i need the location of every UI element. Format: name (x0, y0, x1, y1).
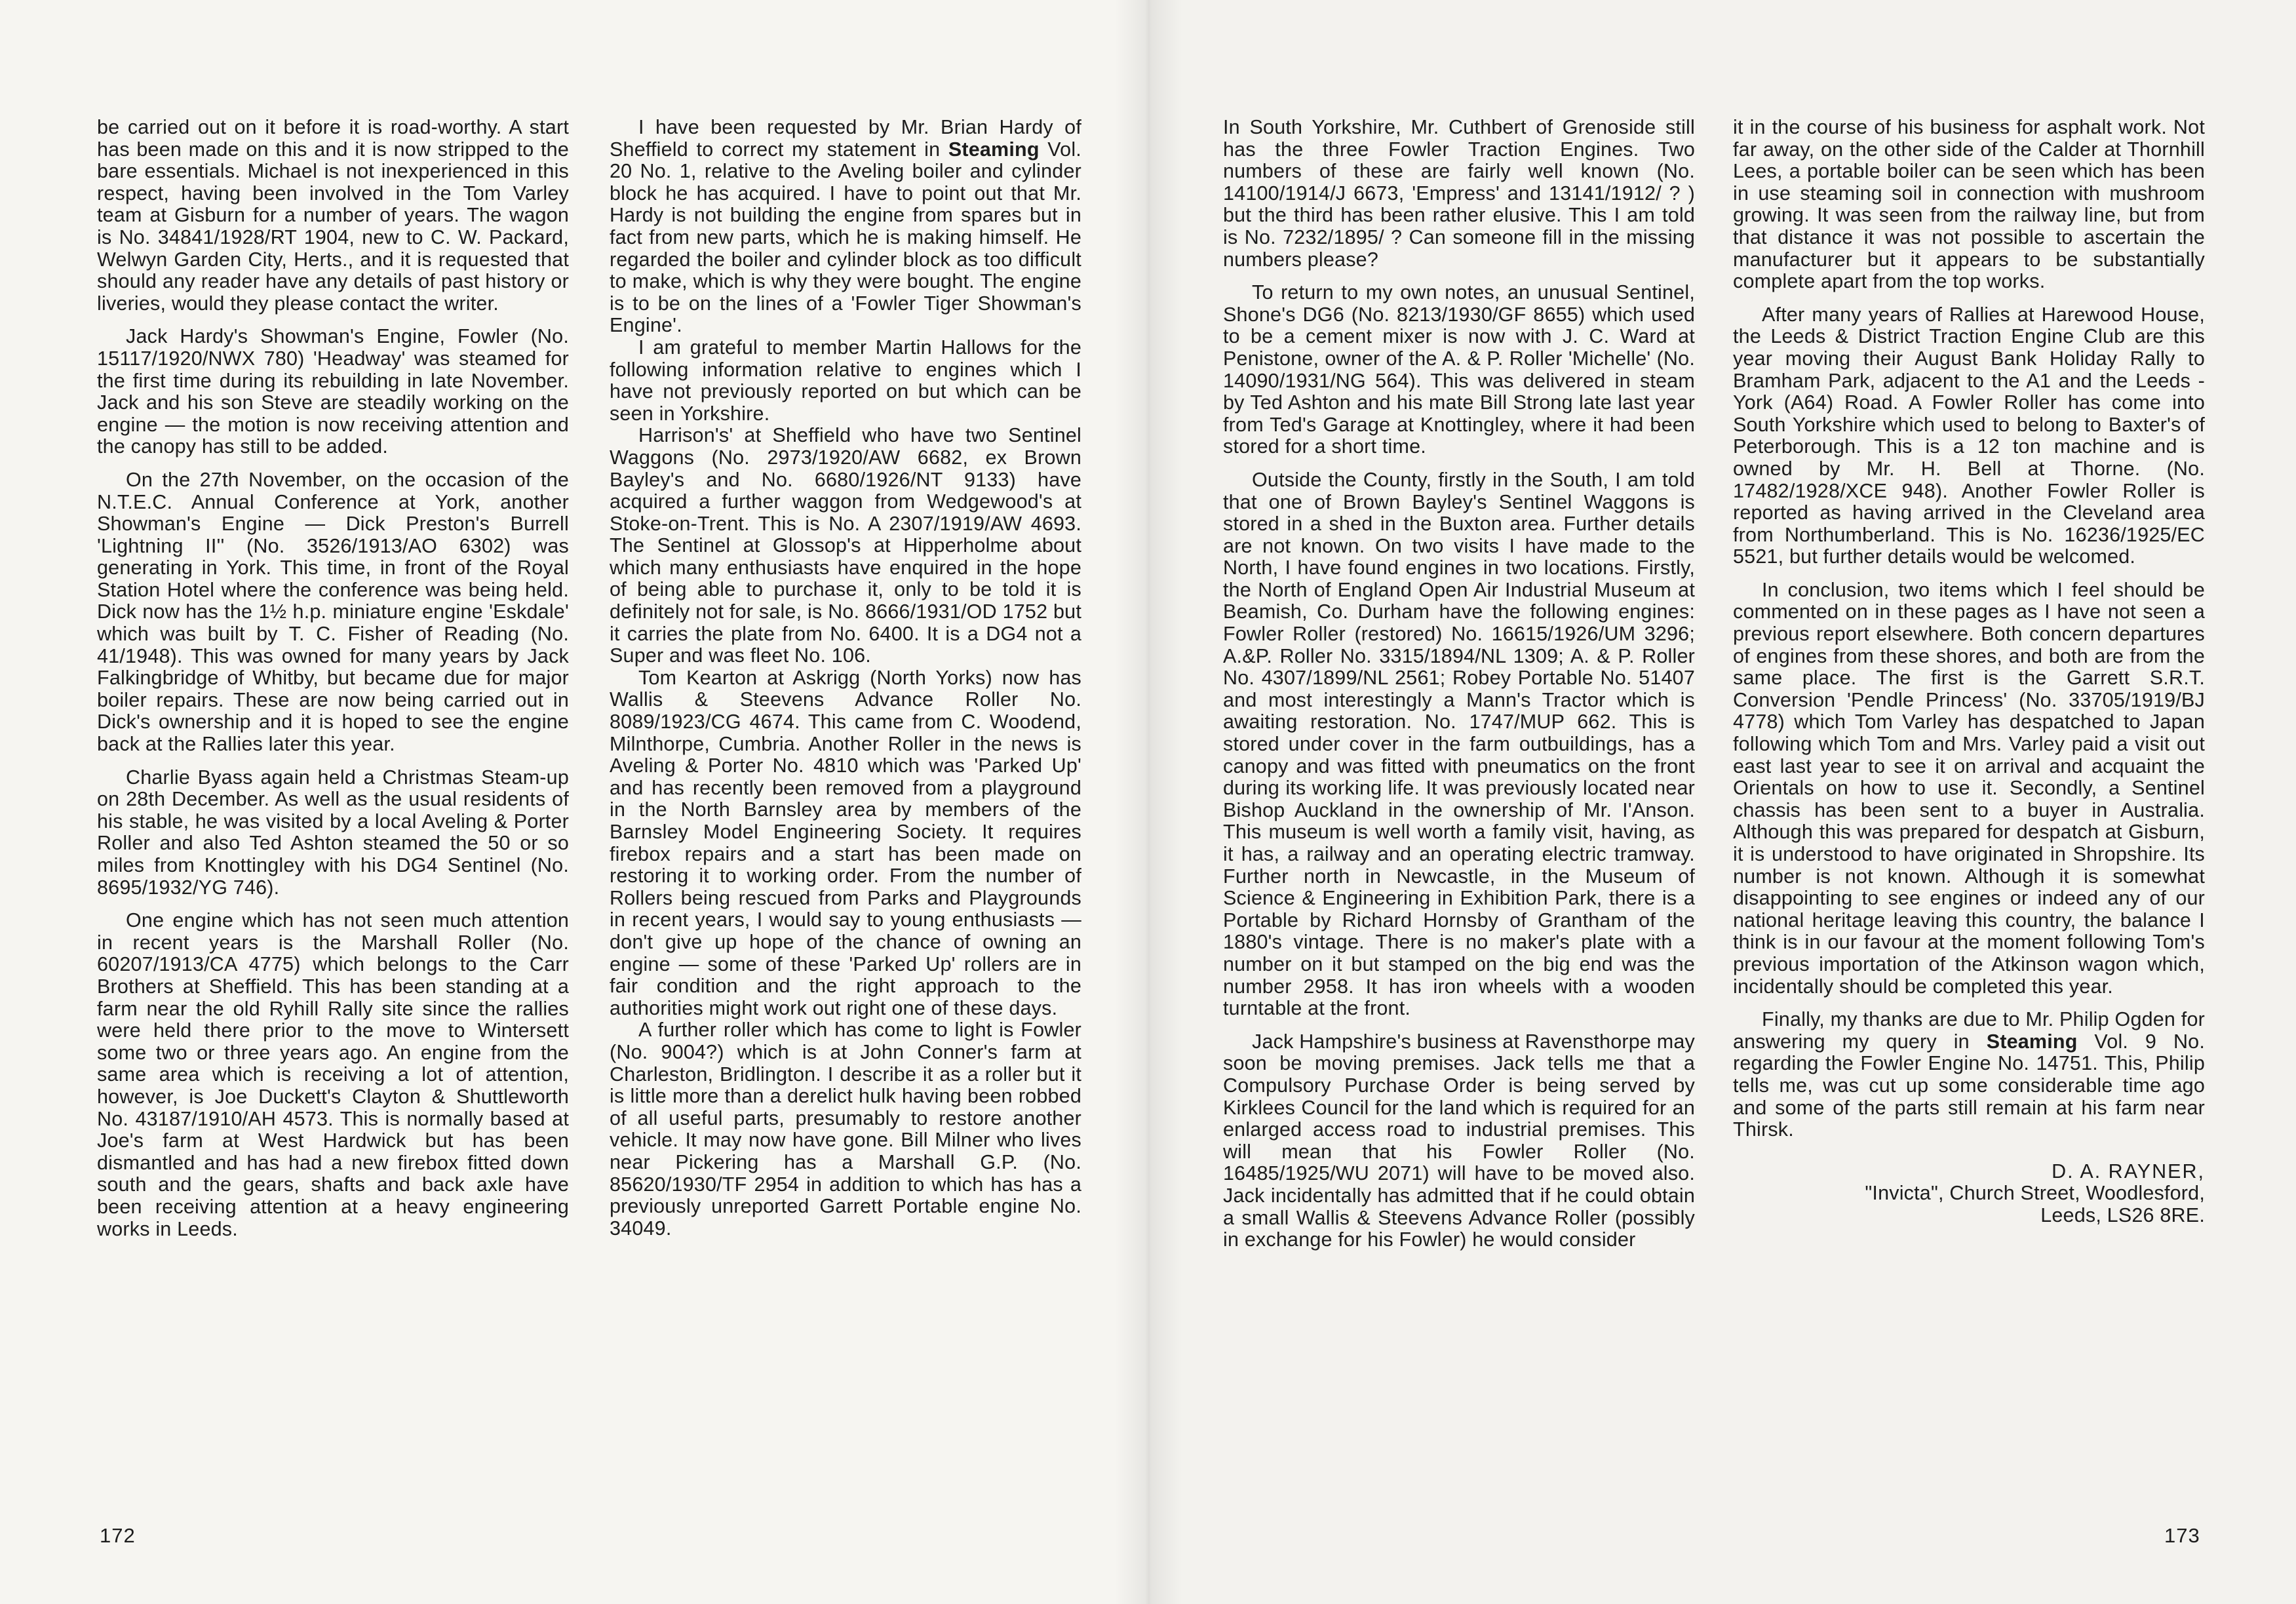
paragraph: In South Yorkshire, Mr. Cuthbert of Grenoside still has the three Fowler Traction Engines. Two numbers of these are fairly well known (No. 14100/1914/J 6673, 'Empress' and 13141/1912/ ? ) but the third has been rather elusive. This I am told is No. 7232/1895/ ? Can someone fill in the missing numbers please? (1223, 117, 1695, 271)
text-run: Finally, my thanks are due to Mr. Philip Ogden for answering my query in (1733, 1008, 2205, 1053)
paragraph: One engine which has not seen much attention in recent years is the Marshall Roller (No. 60207/1913/CA 4775) which belongs to the Carr Brothers at Sheffield. This has been standing at a farm near the old Ryhill Rally site since the rallies were held there prior to the move to Wintersett some two or three years ago. An engine from the same area which is receiving a lot of attention, however, is Joe Duckett's Clayton & Shuttleworth No. 43187/1910/AH 4573. This is normally based at Joe's farm at West Hardwick but has been dismantled and has had a new firebox fitted down south and the gears, shafts and back axle have been receiving attention at a heavy engineering works in Leeds. (97, 909, 569, 1240)
paragraph: Tom Kearton at Askrigg (North Yorks) now has Wallis & Steevens Advance Roller No. 8089/1923/CG 4674. This came from C. Woodend, Milnthorpe, Cumbria. Another Roller in the news is Aveling & Porter No. 4810 which was 'Parked Up' and has recently been removed from a playground in the North Barnsley area by members of the Barnsley Model Engineering Society. It requires firebox repairs and a start has been made on restoring it to working order. From the number of Rollers being rescued from Parks and Playgrounds in recent years, I would say to young enthusiasts — don't give up hope of the chance of owning an engine — some of these 'Parked Up' rollers are in fair condition and the right approach to the authorities might work out right one of these days. (610, 666, 1081, 1019)
paragraph: Outside the County, firstly in the South, I am told that one of Brown Bayley's Sentinel Waggons is stored in a shed in the Buxton area. Further details are not known. On two visits I have made to the North, I have found engines in two locations. Firstly, the North of England Open Air Industrial Museum at Beamish, Co. Durham have the following engines: Fowler Roller (restored) No. 16615/1926/UM 3296; A.&P. Roller No. 3315/1894/NL 1309; A. & P. Roller No. 4307/1899/NL 2561; Robey Portable No. 51407 and most interestingly a Mann's Tractor which is awaiting restoration. No. 1747/MUP 662. This is stored under cover in the farm outbuildings, has a canopy and was fitted with pneumatics on the front during its working life. It was previously located near Bishop Auckland in the ownership of Mr. I'Anson. This museum is well worth a family visit, having, as it has, a railway and an operating electric tramway. Further north in Newcastle, in the Museum of Science & Engineering in Exhibition Park, there is a Portable by Richard Hornsby of Grantham of the 1880's vintage. There is no maker's plate with a number on it but stamped on the big end was the number 2958. It has iron wheels with a wooden turntable at the front. (1223, 468, 1695, 1020)
page-number: 173 (2164, 1524, 2200, 1547)
magazine-title: Steaming (948, 138, 1040, 161)
paragraph: Jack Hampshire's business at Ravensthorpe may soon be moving premises. Jack tells me that a Compulsory Purchase Order is being served by Kirklees Council for the land which is required for an enlarged access road to industrial premises. This will mean that his Fowler Roller (No. 16485/1925/WU 2071) will have to be moved also. Jack incidentally has admitted that if he could obtain a small Wallis & Steevens Advance Roller (possibly in exchange for his Fowler) he would consider (1223, 1030, 1695, 1251)
text-run: Vol. 20 No. 1, relative to the Aveling boiler and cylinder block he has acquired. I have to point out that Mr. Hardy is not building the engine from spares but in fact from new parts, which he is making himself. He regarded the boiler and cylinder block as too difficult to make, which is why they were bought. The engine is to be on the lines of a 'Fowler Tiger Showman's Engine'. (610, 138, 1081, 337)
paragraph (1733, 1009, 2205, 1141)
magazine-title: Steaming (1986, 1030, 2078, 1053)
text-run: Vol. 9 No. regarding the Fowler Engine No. 14751. This, Philip tells me, was cut up some considerable time ago and some of the parts still remain at his farm near Thirsk. (1733, 1030, 2205, 1141)
text-run: I have been requested by Mr. Brian Hardy of Sheffield to correct my statement in (610, 117, 1081, 161)
column-2 (610, 117, 1081, 1500)
paragraph: I am grateful to member Martin Hallows for the following information relative to engines which I have not previously reported on but which can be seen in Yorkshire. (610, 336, 1081, 425)
column-4 (1733, 117, 2205, 1500)
page-number: 172 (100, 1524, 136, 1547)
paragraph: Jack Hardy's Showman's Engine, Fowler (No. 15117/1920/NWX 780) 'Headway' was steamed for the first time during its rebuilding in late November. Jack and his son Steve are steadily working on the engine — the motion is now receiving attention and the canopy has still to be added. (97, 325, 569, 458)
paragraph: After many years of Rallies at Harewood House, the Leeds & District Traction Engine Club are this year moving their August Bank Holiday Rally to Bramham Park, adjacent to the A1 and the Leeds - York (A64) Road. A Fowler Roller has come into South Yorkshire which used to belong to Baxter's of Peterborough. This is a 12 ton machine and is owned by Mr. H. Bell at Thorne. (No. 17482/1928/XCE 948). Another Fowler Roller is reported as having arrived in the Cleveland area from Northumberland. This is No. 16236/1925/EC 5521, but further details would be welcomed. (1733, 303, 2205, 568)
paragraph: it in the course of his business for asphalt work. Not far away, on the other side of the Calder at Thornhill Lees, a portable boiler can be seen which has been in use steaming soil in connection with mushroom growing. It was seen from the railway line, but from that distance it was not possible to ascertain the manufacturer but it appears to be substantially complete apart from the top works. (1733, 117, 2205, 293)
paragraph: In conclusion, two items which I feel should be commented on in these pages as I have not seen a previous report elsewhere. Both concern departures of engines from these shores, and both are from the same place. The first is the Garrett S.R.T. Conversion 'Pendle Princess' (No. 33705/1919/BJ 4778) which Tom Varley has despatched to Japan following which Tom and Mrs. Varley paid a visit out east last year to see it on arrival and acquaint the Orientals on how to use it. Secondly, a Sentinel chassis has been sent to a buyer in Australia. Although this was prepared for despatch at Gisburn, it is understood to have originated in Shropshire. Its number is not known. Although it is somewhat disappointing to see engines or indeed any of our national heritage leaving this country, the balance I think is in our favour at the moment following Tom's previous importation of the Atkinson wagon which, incidentally should be completed this year. (1733, 578, 2205, 998)
paragraph: To return to my own notes, an unusual Sentinel, Shone's DG6 (No. 8213/1930/GF 8655) which used to be a cement mixer is now with J. C. Ward at Penistone, owner of the A. & P. Roller 'Michelle' (No. 14090/1931/NG 564). This was delivered in steam by Ted Ashton and his mate Bill Strong late last year from Ted's Garage at Knottingley, where it had been stored for a short time. (1223, 281, 1695, 458)
column-1 (97, 117, 569, 1500)
book-gutter (1114, 0, 1182, 1604)
paragraph: Harrison's' at Sheffield who have two Sentinel Waggons (No. 2973/1920/AW 6682, ex Brown Bayley's and No. 6680/1926/NT 9133) have acquired a further waggon from Wedgewood's at Stoke-on-Trent. This is No. A 2307/1919/AW 4693. The Sentinel at Glossop's at Hipperholme about which many enthusiasts have enquired in the hope of being able to purchase it, only to be told it is definitely not for sale, is No. 8666/1931/OD 1752 but it carries the plate from No. 6400. It is a DG4 not a Super and was fleet No. 106. (610, 424, 1081, 667)
paragraph: A further roller which has come to light is Fowler (No. 9004?) which is at John Conner's farm at Charleston, Bridlington. I describe it as a roller but it is little more than a derelict hulk having been robbed of all useful parts, presumably to restore another vehicle. It may now have gone. Bill Milner who lives near Pickering has a Marshall G.P. (No. 85620/1930/TF 2954 in addition to which has has a previously unreported Garrett Portable engine No. 34049. (610, 1019, 1081, 1240)
paragraph: On the 27th November, on the occasion of the N.T.E.C. Annual Conference at York, another Showman's Engine — Dick Preston's Burrell 'Lightning II'' (No. 3526/1913/AO 6302) was generating in York. This time, in front of the Royal Station Hotel where the conference was being held. Dick now has the 1½ h.p. miniature engine 'Eskdale' which was built by T. C. Fisher of Reading (No. 41/1948). This was owned for many years by Jack Falkingbridge of Whitby, but became due for major boiler repairs. These are now being carried out in Dick's ownership and it is hoped to see the engine back at the Rallies later this year. (97, 468, 569, 756)
author-name: D. A. RAYNER, (2052, 1160, 2205, 1183)
paragraph: be carried out on it before it is road-worthy. A start has been made on this and it is now stripped to the bare essentials. Michael is not inexperienced in this respect, having been involved in the Tom Varley team at Gisburn for a number of years. The wagon is No. 34841/1928/RT 1904, new to C. W. Packard, Welwyn Garden City, Herts., and it is requested that should any reader have any details of past history or liveries, would they please contact the writer. (97, 117, 569, 315)
author-address-line: "Invicta", Church Street, Woodlesford, (1865, 1182, 2205, 1205)
author-address-line: Leeds, LS26 8RE. (2040, 1203, 2205, 1226)
paragraph: Charlie Byass again held a Christmas Steam-up on 28th December. As well as the usual residents of his stable, he was visited by a local Aveling & Porter Roller and also Ted Ashton steamed the 50 or so miles from Knottingley with his DG4 Sentinel (No. 8695/1932/YG 746). (97, 766, 569, 899)
paragraph (610, 117, 1081, 337)
column-3 (1223, 117, 1695, 1500)
